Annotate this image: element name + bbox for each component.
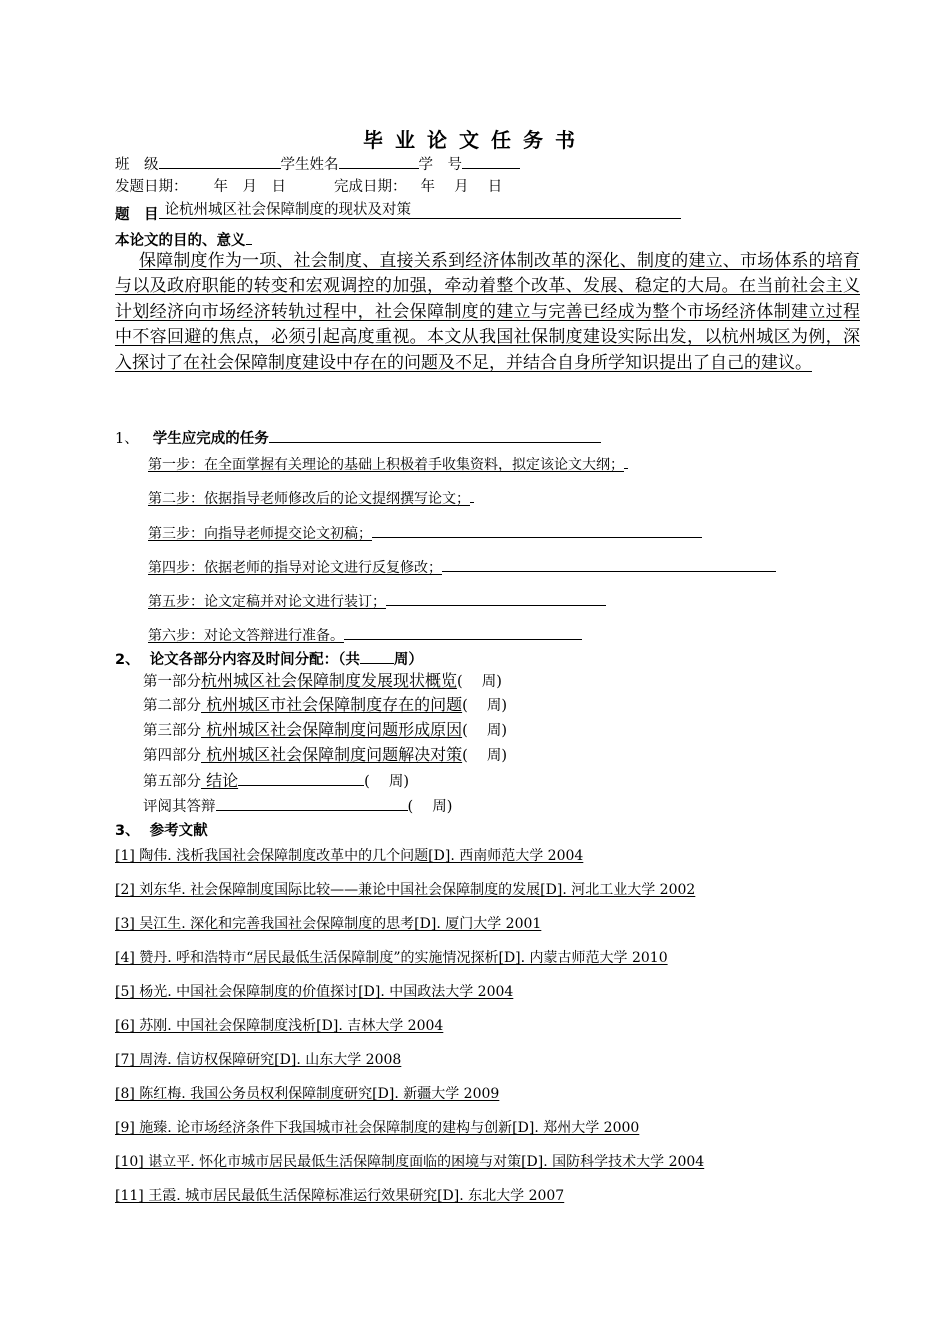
purpose-heading xyxy=(115,229,252,250)
part-weeks: ( 周) xyxy=(457,674,502,690)
task-step xyxy=(148,453,628,474)
part-blank xyxy=(238,770,364,786)
part-weeks: ( 周) xyxy=(364,774,410,790)
task-step-blank xyxy=(470,487,474,503)
task-step xyxy=(148,590,606,611)
student-info-row xyxy=(115,153,520,174)
part-row xyxy=(143,770,409,792)
student-name-blank xyxy=(339,153,419,169)
tasks-number: 1、 xyxy=(115,431,139,447)
reference-item: [8] 陈红梅. 我国公务员权利保障制度研究[D]. 新疆大学 2009 xyxy=(115,1086,500,1102)
task-step xyxy=(148,556,776,577)
part-weeks: ( 周) xyxy=(462,698,508,714)
tasks-heading-row xyxy=(115,427,601,448)
topic-label: 题 目 xyxy=(115,207,159,223)
class-blank xyxy=(159,153,281,169)
task-step xyxy=(148,487,474,508)
topic-blank xyxy=(159,203,681,219)
allocation-heading-pre: 论文各部分内容及时间分配：（共 xyxy=(149,652,360,668)
task-step-text: 第四步：依据老师的指导对论文进行反复修改； xyxy=(148,560,442,576)
task-step-blank xyxy=(624,453,628,469)
task-step xyxy=(148,522,702,543)
part-weeks: ( 周) xyxy=(462,723,508,739)
reference-item: [5] 杨光. 中国社会保障制度的价值探讨[D]. 中国政法大学 2004 xyxy=(115,984,514,1000)
reference-item: [2] 刘东华. 社会保障制度国际比较——兼论中国社会保障制度的发展[D]. 河北工业大学 2002 xyxy=(115,882,696,898)
task-step-blank xyxy=(386,590,606,606)
student-id-label: 学 号 xyxy=(418,157,462,173)
reference-item: [1] 陶伟. 浅析我国社会保障制度改革中的几个问题[D]. 西南师范大学 2004 xyxy=(115,848,584,864)
task-step-text: 第二步：依据指导老师修改后的论文提纲撰写论文； xyxy=(148,491,470,507)
references-number: 3、 xyxy=(115,823,140,839)
task-step xyxy=(148,624,582,645)
tasks-blank xyxy=(269,427,601,443)
reference-item: [10] 谌立平. 怀化市城市居民最低生活保障制度面临的困境与对策[D]. 国防科学技术大学 2004 xyxy=(115,1154,705,1170)
part-weeks: ( 周) xyxy=(462,748,508,764)
dates-row xyxy=(115,178,502,196)
part-row xyxy=(143,795,452,817)
references-heading: 参考文献 xyxy=(149,823,208,839)
part-label: 评阅其答辩 xyxy=(143,799,216,815)
part-topic: 杭州城区市社会保障制度存在的问题 xyxy=(201,695,463,714)
task-step-blank xyxy=(442,556,776,572)
student-id-blank xyxy=(462,153,520,169)
part-topic: 杭州城区社会保障制度问题形成原因 xyxy=(201,720,463,739)
purpose-text: 保障制度作为一项、社会制度、直接关系到经济体制改革的深化、制度的建立、市场体系的培育与以及政府职能的转变和宏观调控的加强，牵动着整个改革、发展、稳定的大局。在当前社会主义计划经济向市场经济转轨过程中，社会保障制度的建立与完善已经成为整个市场经济体制建立过程中不容回避的焦点，必须引起高度重视。本文从我国社保制度建设实际出发，以杭州城区为例，深入探讨了在社会保障制度建设中存在的问题及不足，并结合自身所学知识提出了自己的建议。 xyxy=(115,251,860,373)
part-topic: 杭州城区社会保障制度问题解决对策 xyxy=(201,745,463,764)
part-row xyxy=(143,695,507,716)
references-heading-row xyxy=(115,822,208,840)
task-step-blank xyxy=(372,522,702,538)
part-row xyxy=(143,671,502,692)
issue-date-label: 发题日期： xyxy=(115,179,188,195)
tasks-heading: 学生应完成的任务 xyxy=(152,431,269,447)
part-label: 第五部分 xyxy=(143,774,201,790)
part-topic: 结论 xyxy=(201,771,239,790)
purpose-heading-blank xyxy=(246,229,252,245)
finish-date-label: 完成日期： xyxy=(334,179,407,195)
allocation-number: 2、 xyxy=(115,652,140,668)
part-topic: 杭州城区社会保障制度发展现状概览 xyxy=(201,671,458,690)
task-step-text: 第五步：论文定稿并对论文进行装订； xyxy=(148,594,386,610)
reference-item: [9] 施臻. 论市场经济条件下我国城市社会保障制度的建构与创新[D]. 郑州大学 2000 xyxy=(115,1120,640,1136)
topic-row xyxy=(115,203,681,224)
task-step-text: 第一步：在全面掌握有关理论的基础上积极着手收集资料，拟定该论文大纲； xyxy=(148,457,624,473)
reference-item: [3] 吴江生. 深化和完善我国社会保障制度的思考[D]. 厦门大学 2001 xyxy=(115,916,542,932)
document-title: 毕业论文任务书 xyxy=(363,128,587,152)
purpose-heading-text: 本论文的目的、意义 xyxy=(115,233,246,249)
part-row xyxy=(143,745,507,766)
finish-date-units: 年 月 日 xyxy=(420,179,503,195)
issue-date-units: 年 月 日 xyxy=(213,179,286,195)
task-step-text: 第六步：对论文答辩进行准备。 xyxy=(148,628,344,644)
part-weeks: ( 周) xyxy=(407,799,453,815)
class-label: 班 级 xyxy=(115,157,159,173)
allocation-heading-row xyxy=(115,648,423,669)
reference-item: [6] 苏刚. 中国社会保障制度浅析[D]. 吉林大学 2004 xyxy=(115,1018,444,1034)
topic-value: 论杭州城区社会保障制度的现状及对策 xyxy=(164,202,411,218)
reference-item: [11] 王霞. 城市居民最低生活保障标准运行效果研究[D]. 东北大学 2007 xyxy=(115,1188,565,1204)
reference-item: [7] 周涛. 信访权保障研究[D]. 山东大学 2008 xyxy=(115,1052,402,1068)
allocation-heading-post: 周） xyxy=(393,652,423,668)
part-label: 第一部分 xyxy=(143,674,201,690)
part-label: 第三部分 xyxy=(143,723,201,739)
part-blank xyxy=(216,795,408,811)
task-step-blank xyxy=(344,624,582,640)
part-label: 第四部分 xyxy=(143,748,201,764)
student-name-label: 学生姓名 xyxy=(280,157,339,173)
reference-item: [4] 赞丹. 呼和浩特市“居民最低生活保障制度”的实施情况探析[D]. 内蒙古师范大学 2010 xyxy=(115,950,668,966)
part-label: 第二部分 xyxy=(143,698,201,714)
part-row xyxy=(143,720,507,741)
total-weeks-blank xyxy=(360,648,394,664)
task-step-text: 第三步：向指导老师提交论文初稿； xyxy=(148,526,372,542)
